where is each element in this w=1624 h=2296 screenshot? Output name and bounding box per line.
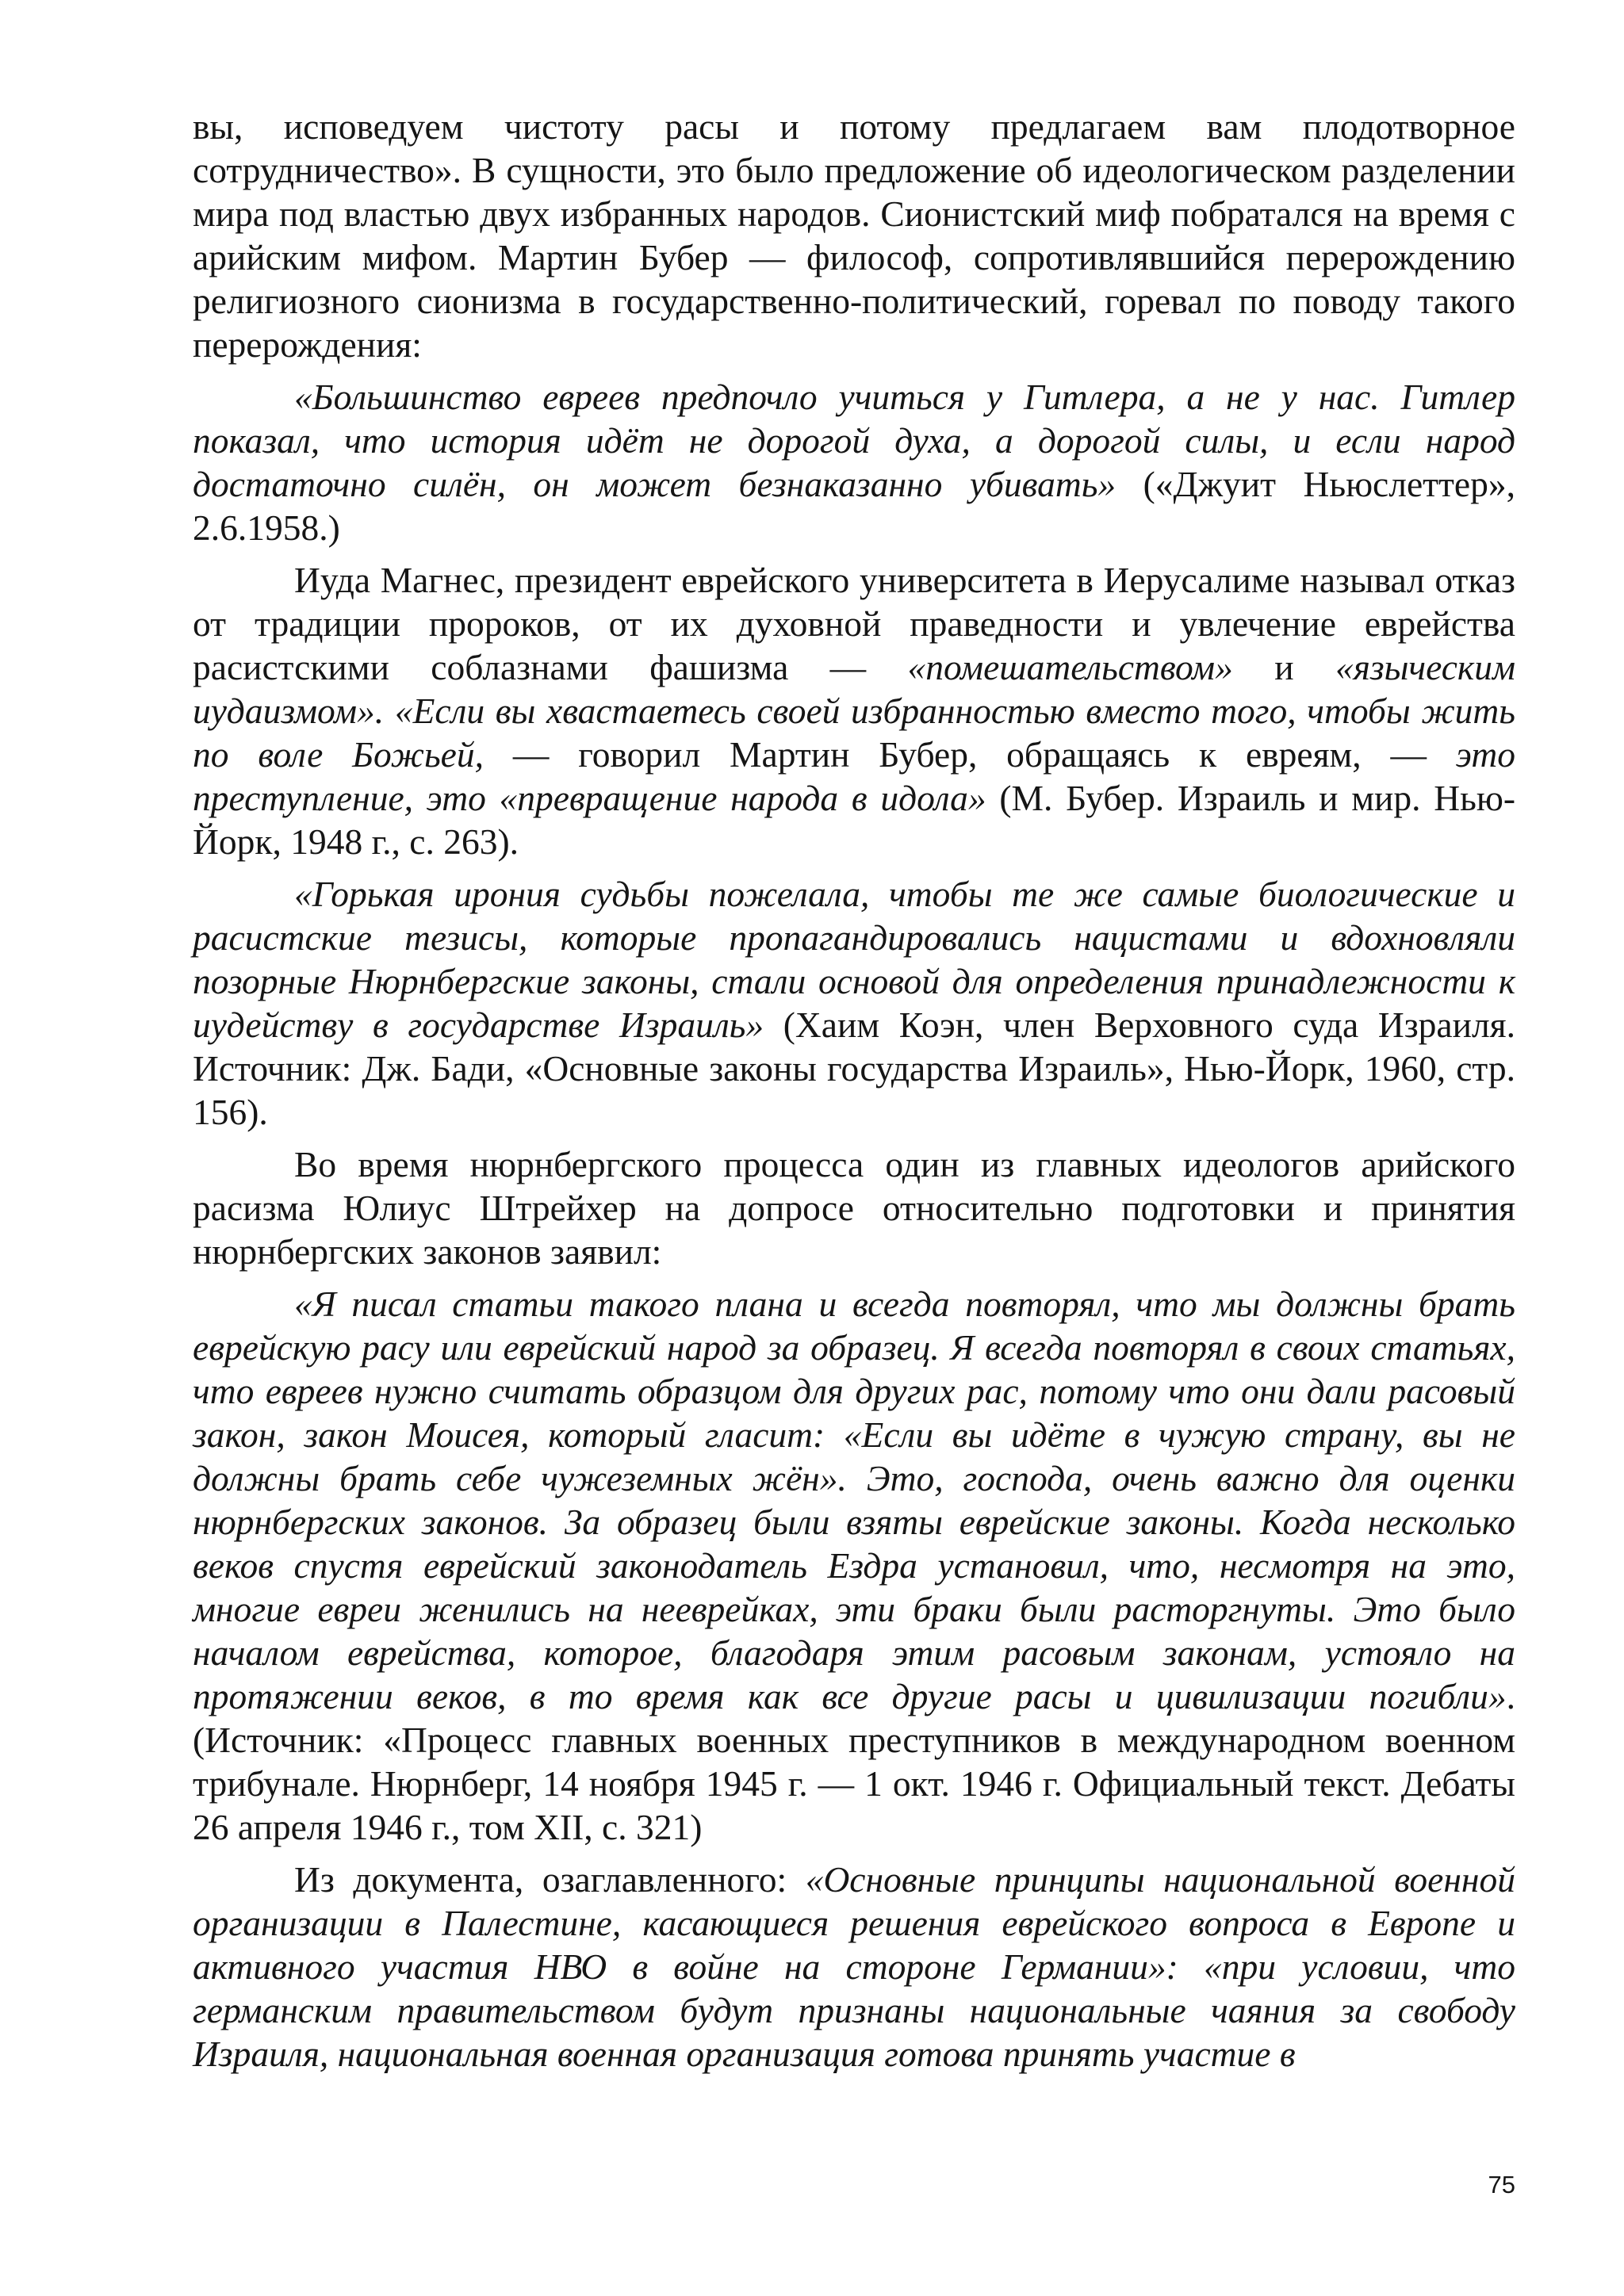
text-run-italic: «Большинство евреев предпочло учиться у Гитлера, а не у нас. Гитлер показал, что история идёт не дорогой духа, а дорогой силы, и если народ достаточно силён, он может безнаказанно убивать» xyxy=(193,377,1515,504)
text-run: Иуда Магнес, президент еврейского университета в Иерусалиме называл отказ от традиции пророков, от их духовной праведности и увлечение еврейства расистскими соблазнами фашизма — xyxy=(193,560,1515,687)
text-run-italic: «Основные принципы национальной военной организации в Палестине, касающиеся решения еврейского вопроса в Европе и активного участия НВО в войне на стороне Германии»: «при условии, что германским правительством будут признаны национальные чаяния за свободу Израиля, национальная военная организация готова принять участие в xyxy=(193,1859,1515,2074)
text-run: («Джуит Ньюслеттер», 2.6.1958.) xyxy=(193,464,1515,548)
paragraph-4-quote-cohen xyxy=(193,872,1515,1134)
paragraph-2-quote-buber xyxy=(193,375,1515,549)
text-run-italic: «Горькая ирония судьбы пожелала, чтобы те же самые биологические и расистские тезисы, которые пропагандировались нацистами и вдохновляли позорные Нюрнбергские законы, стали основой для определения принадлежности к иудейству в государстве Израиль» xyxy=(193,874,1515,1045)
page-number: 75 xyxy=(1488,2171,1515,2198)
paragraph-5-nuremberg xyxy=(193,1142,1515,1273)
text-run-italic: «помешательством» xyxy=(907,647,1233,687)
paragraph-7-document xyxy=(193,1858,1515,2076)
text-run: вы, исповедуем чистоту расы и потому предлагаем вам плодотворное сотрудничество». В сущности, это было предложение об идеологическом разделении мира под властью двух избранных народов. Сионистский миф побратался на время с арийским мифом. Мартин Бубер — философ, сопротивлявшийся перерождению религиозного сионизма в государственно-политический, горевал по поводу такого перерождения: xyxy=(193,106,1515,365)
paragraph-6-quote-streicher xyxy=(193,1282,1515,1849)
text-run: (М. Бубер. Израиль и мир. Нью-Йорк, 1948 г., с. 263). xyxy=(193,778,1515,862)
paragraph-1 xyxy=(193,105,1515,366)
text-run: — говорил Мартин Бубер, обращаясь к евреям, — xyxy=(483,734,1456,775)
text-run: (Хаим Коэн, член Верховного суда Израиля. Источник: Дж. Бади, «Основные законы государства Израиль», Нью-Йорк, 1960, стр. 156). xyxy=(193,1004,1515,1132)
text-run-italic: это преступление, это «превращение народа в идола» xyxy=(193,734,1515,818)
paragraph-3-magnes xyxy=(193,558,1515,863)
text-run: Во время нюрнбергского процесса один из главных идеологов арийского расизма Юлиус Штрейхер на допросе относительно подготовки и принятия нюрнбергских законов заявил: xyxy=(193,1144,1515,1272)
text-run-italic: «языческим иудаизмом». «Если вы хвастаетесь своей избранностью вместо того, чтобы жить по воле Божьей, xyxy=(193,647,1515,775)
page-text-body xyxy=(193,105,1515,2084)
text-run-italic: «Я писал статьи такого плана и всегда повторял, что мы должны брать еврейскую расу или еврейский народ за образец. Я всегда повторял в своих статьях, что евреев нужно считать образцом для других рас, потому что они дали расовый закон, закон Моисея, который гласит: «Если вы идёте в чужую страну, вы не должны брать себе чужеземных жён». Это, господа, очень важно для оценки нюрнбергских законов. За образец были взяты еврейские законы. Когда несколько веков спустя еврейский законодатель Ездра установил, что, несмотря на это, многие евреи женились на нееврейках, эти браки были расторгнуты. Это было началом еврейства, которое, благодаря этим расовым законам, устояло на протяжении веков, в то время как все другие расы и цивилизации погибли» xyxy=(193,1284,1515,1716)
text-run: и xyxy=(1232,647,1335,687)
text-run: Из документа, озаглавленного: xyxy=(294,1859,806,1900)
text-run: . (Источник: «Процесс главных военных преступников в международном военном трибунале. Нюрнберг, 14 ноября 1945 г. — 1 окт. 1946 г. Официальный текст. Дебаты 26 апреля 1946 г., том XII, с. 321) xyxy=(193,1676,1515,1847)
